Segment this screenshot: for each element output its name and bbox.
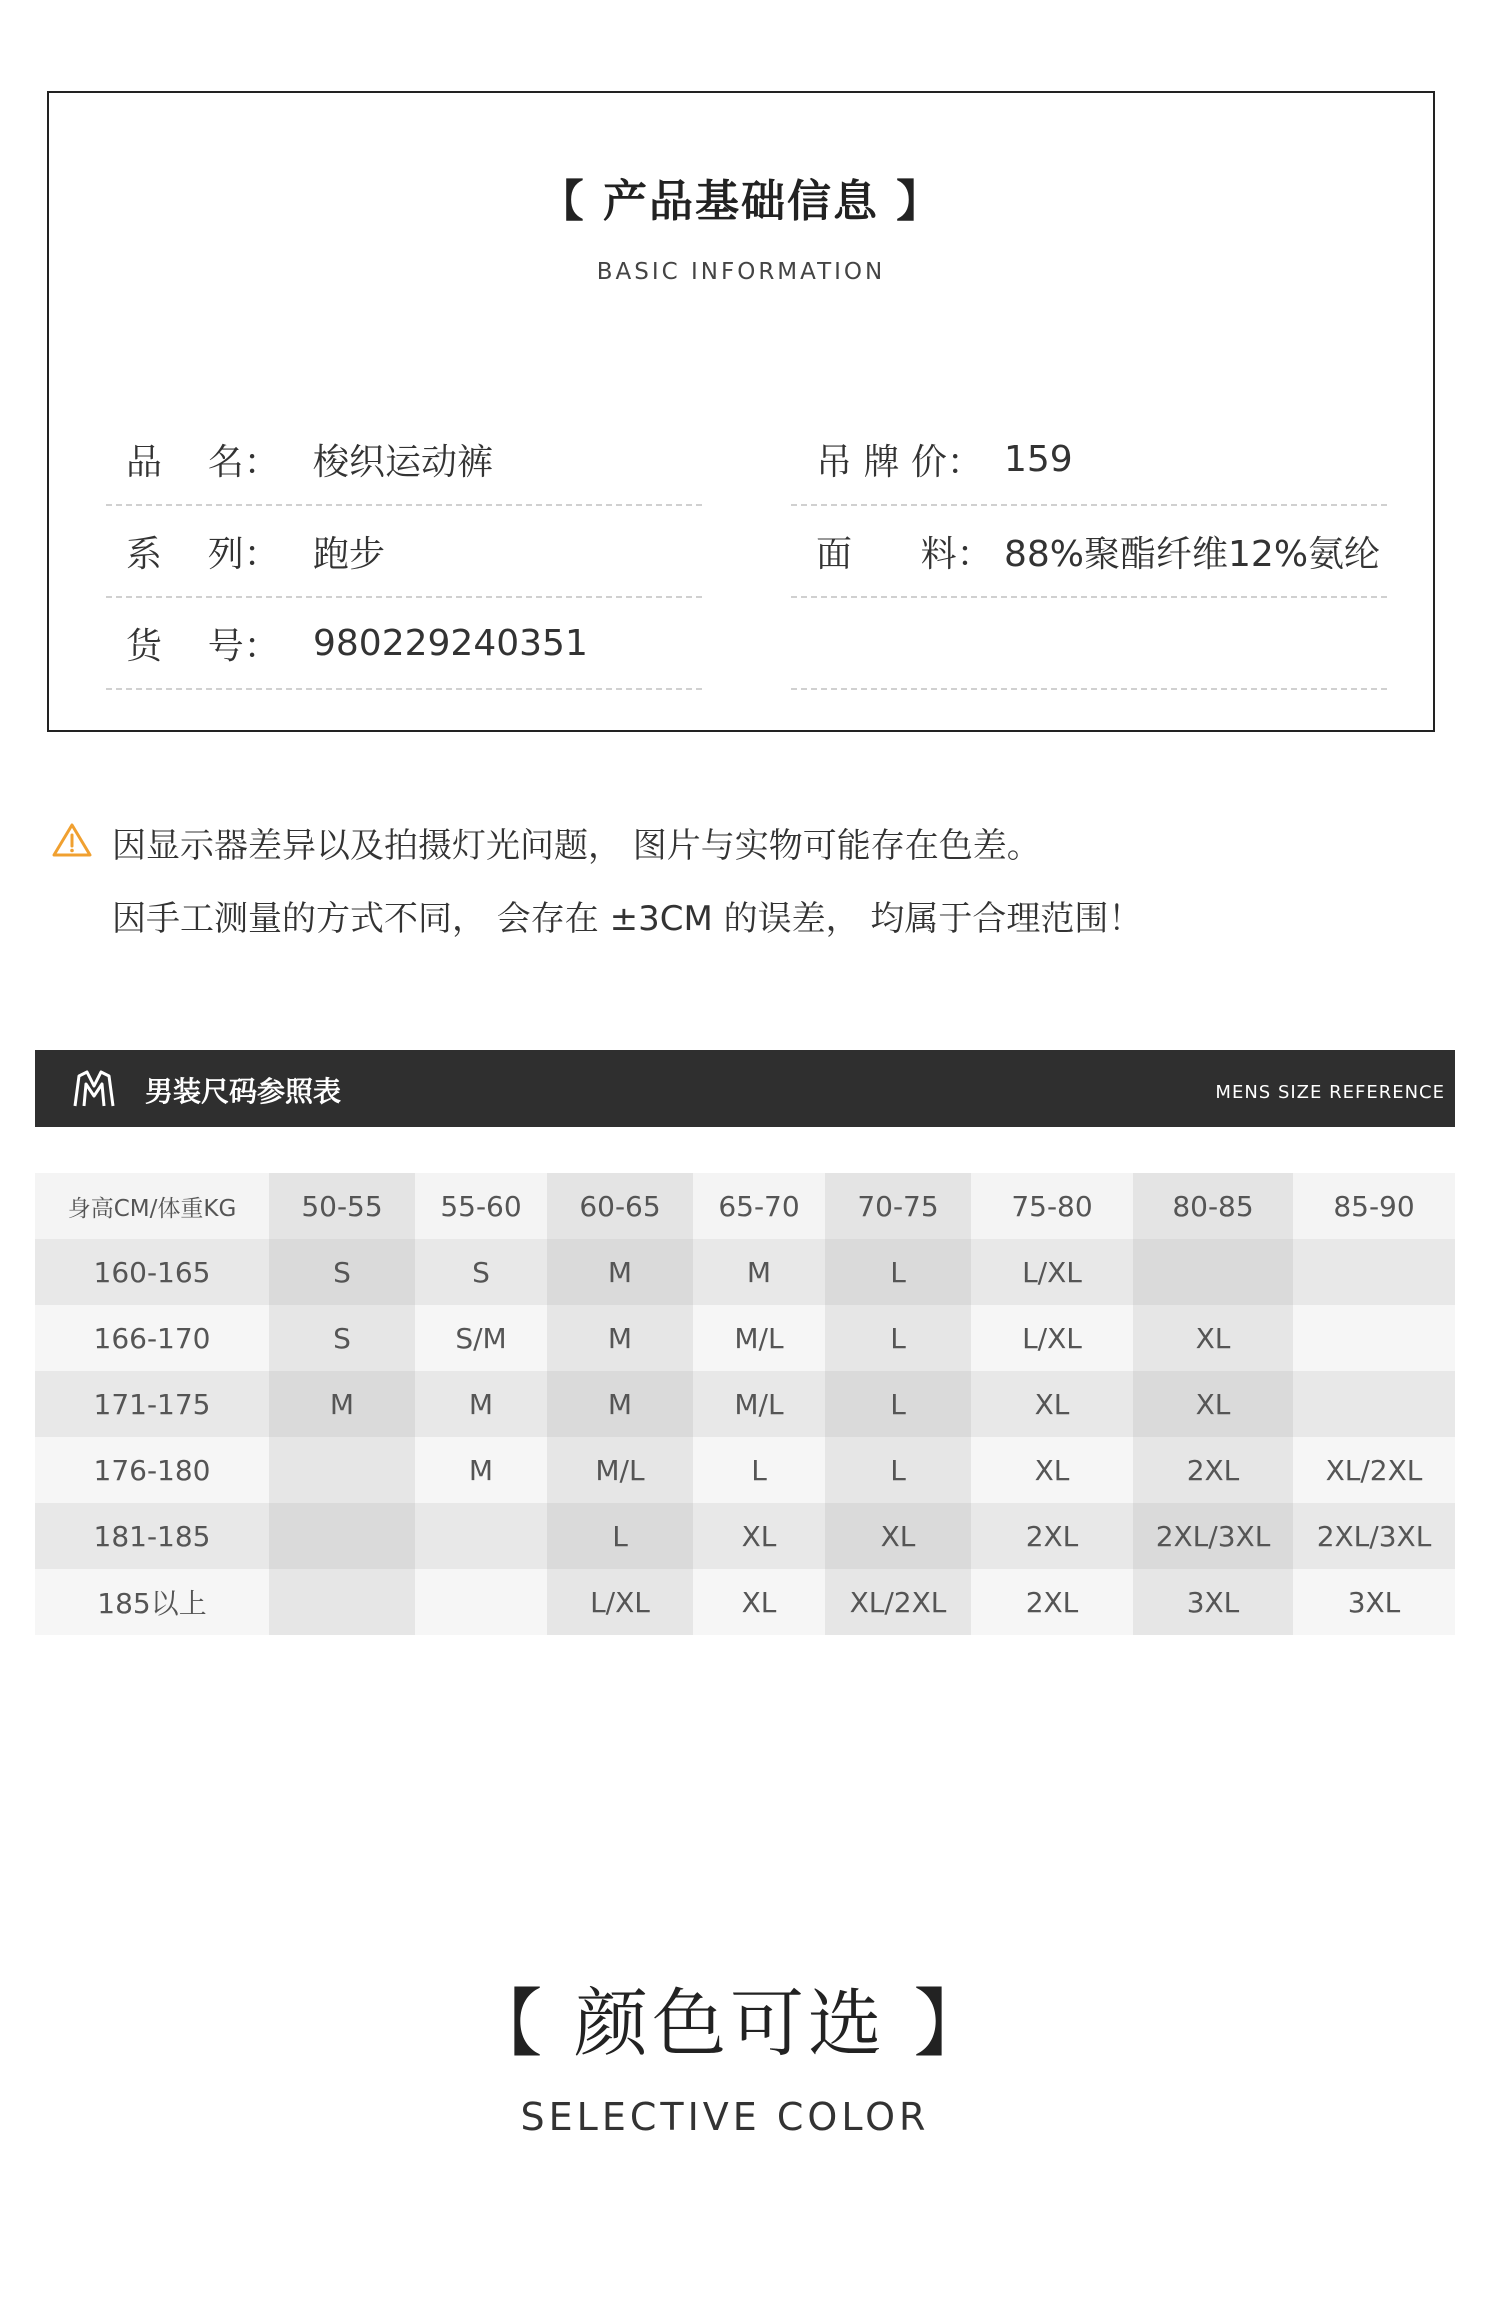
- size-cell: L: [825, 1305, 971, 1371]
- info-row-series: [106, 506, 702, 598]
- size-cell: M: [693, 1239, 825, 1305]
- size-cell: [1293, 1371, 1455, 1437]
- size-cell: XL: [825, 1503, 971, 1569]
- size-cell: M: [547, 1305, 693, 1371]
- color-section-title: 【 颜色可选 】: [468, 1981, 992, 2067]
- corner-label: 身高CM/体重KG: [35, 1173, 269, 1239]
- size-cell: L: [825, 1371, 971, 1437]
- size-cell: [1133, 1239, 1293, 1305]
- info-value: 梭织运动裤: [313, 441, 494, 483]
- brand-logo-icon: [69, 1064, 119, 1114]
- size-cell: M: [415, 1371, 547, 1437]
- color-section-subtitle: SELECTIVE COLOR: [520, 2095, 930, 2139]
- basic-info-subtitle: BASIC INFORMATION: [596, 259, 886, 285]
- size-cell: XL: [1133, 1371, 1293, 1437]
- weight-header: 50-55: [269, 1173, 415, 1239]
- info-row-article-number: [106, 598, 702, 690]
- height-cell: 181-185: [35, 1503, 269, 1569]
- info-row-price: [791, 414, 1387, 506]
- info-label: 系 列：: [126, 533, 280, 575]
- size-cell: [269, 1503, 415, 1569]
- size-cell: M/L: [693, 1305, 825, 1371]
- size-cell: S: [415, 1239, 547, 1305]
- size-cell: L: [825, 1437, 971, 1503]
- info-value: 88%聚酯纤维12%氨纶: [1004, 533, 1381, 575]
- table-row: [35, 1305, 1455, 1371]
- size-cell: XL: [971, 1371, 1133, 1437]
- table-row: [35, 1371, 1455, 1437]
- size-cell: M: [269, 1371, 415, 1437]
- info-row-name: [106, 414, 702, 506]
- size-cell: 2XL: [971, 1503, 1133, 1569]
- size-cell: M/L: [547, 1437, 693, 1503]
- size-cell: XL: [1133, 1305, 1293, 1371]
- height-cell: 176-180: [35, 1437, 269, 1503]
- size-cell: [1293, 1239, 1455, 1305]
- size-cell: L: [825, 1239, 971, 1305]
- info-label: 吊 牌 价：: [816, 441, 983, 483]
- size-cell: XL: [693, 1569, 825, 1635]
- info-row-empty: [791, 598, 1387, 690]
- size-cell: M/L: [693, 1371, 825, 1437]
- size-cell: 2XL/3XL: [1133, 1503, 1293, 1569]
- size-cell: [269, 1569, 415, 1635]
- weight-header: 80-85: [1133, 1173, 1293, 1239]
- size-cell: S: [269, 1239, 415, 1305]
- size-cell: L: [547, 1503, 693, 1569]
- weight-header: 65-70: [693, 1173, 825, 1239]
- size-cell: L/XL: [971, 1239, 1133, 1305]
- size-cell: M: [547, 1239, 693, 1305]
- size-cell: 2XL: [971, 1569, 1133, 1635]
- table-row: [35, 1239, 1455, 1305]
- size-cell: L/XL: [971, 1305, 1133, 1371]
- size-cell: 2XL: [1133, 1437, 1293, 1503]
- info-value: 980229240351: [313, 622, 588, 664]
- height-cell: 160-165: [35, 1239, 269, 1305]
- size-cell: L/XL: [547, 1569, 693, 1635]
- weight-header: 85-90: [1293, 1173, 1455, 1239]
- size-cell: XL: [693, 1503, 825, 1569]
- size-cell: [1293, 1305, 1455, 1371]
- info-label: 货 号：: [126, 625, 280, 667]
- weight-header: 70-75: [825, 1173, 971, 1239]
- size-cell: XL: [971, 1437, 1133, 1503]
- weight-header: 60-65: [547, 1173, 693, 1239]
- info-label: 面 料：: [816, 533, 993, 575]
- notice-line-1: 因显示器差异以及拍摄灯光问题， 图片与实物可能存在色差。: [112, 826, 1041, 866]
- height-cell: 171-175: [35, 1371, 269, 1437]
- info-value: 159: [1004, 438, 1073, 480]
- size-cell: [415, 1569, 547, 1635]
- size-chart-title-en: MENS SIZE REFERENCE: [1215, 1082, 1445, 1103]
- size-chart-title: 男装尺码参照表: [145, 1075, 342, 1108]
- height-cell: 185以上: [35, 1569, 269, 1635]
- size-cell: S: [269, 1305, 415, 1371]
- info-value: 跑步: [313, 533, 386, 575]
- height-cell: 166-170: [35, 1305, 269, 1371]
- size-cell: 3XL: [1293, 1569, 1455, 1635]
- basic-info-panel: [47, 91, 1435, 732]
- table-row: [35, 1437, 1455, 1503]
- size-cell: L: [693, 1437, 825, 1503]
- weight-header: 55-60: [415, 1173, 547, 1239]
- table-header-row: [35, 1173, 1455, 1239]
- table-row: [35, 1569, 1455, 1635]
- size-cell: M: [415, 1437, 547, 1503]
- size-cell: XL/2XL: [825, 1569, 971, 1635]
- basic-info-title: 【 产品基础信息 】: [539, 176, 943, 227]
- size-chart-table: [35, 1173, 1455, 1635]
- size-cell: 3XL: [1133, 1569, 1293, 1635]
- size-cell: 2XL/3XL: [1293, 1503, 1455, 1569]
- size-cell: [415, 1503, 547, 1569]
- size-cell: [269, 1437, 415, 1503]
- size-cell: S/M: [415, 1305, 547, 1371]
- notice-line-2: 因手工测量的方式不同， 会存在 ±3CM 的误差， 均属于合理范围！: [112, 899, 1143, 939]
- size-cell: XL/2XL: [1293, 1437, 1455, 1503]
- size-cell: M: [547, 1371, 693, 1437]
- warning-icon: [52, 822, 92, 858]
- table-row: [35, 1503, 1455, 1569]
- info-label: 品 名：: [126, 441, 280, 483]
- weight-header: 75-80: [971, 1173, 1133, 1239]
- size-chart-header: [35, 1050, 1455, 1127]
- info-row-fabric: [791, 506, 1387, 598]
